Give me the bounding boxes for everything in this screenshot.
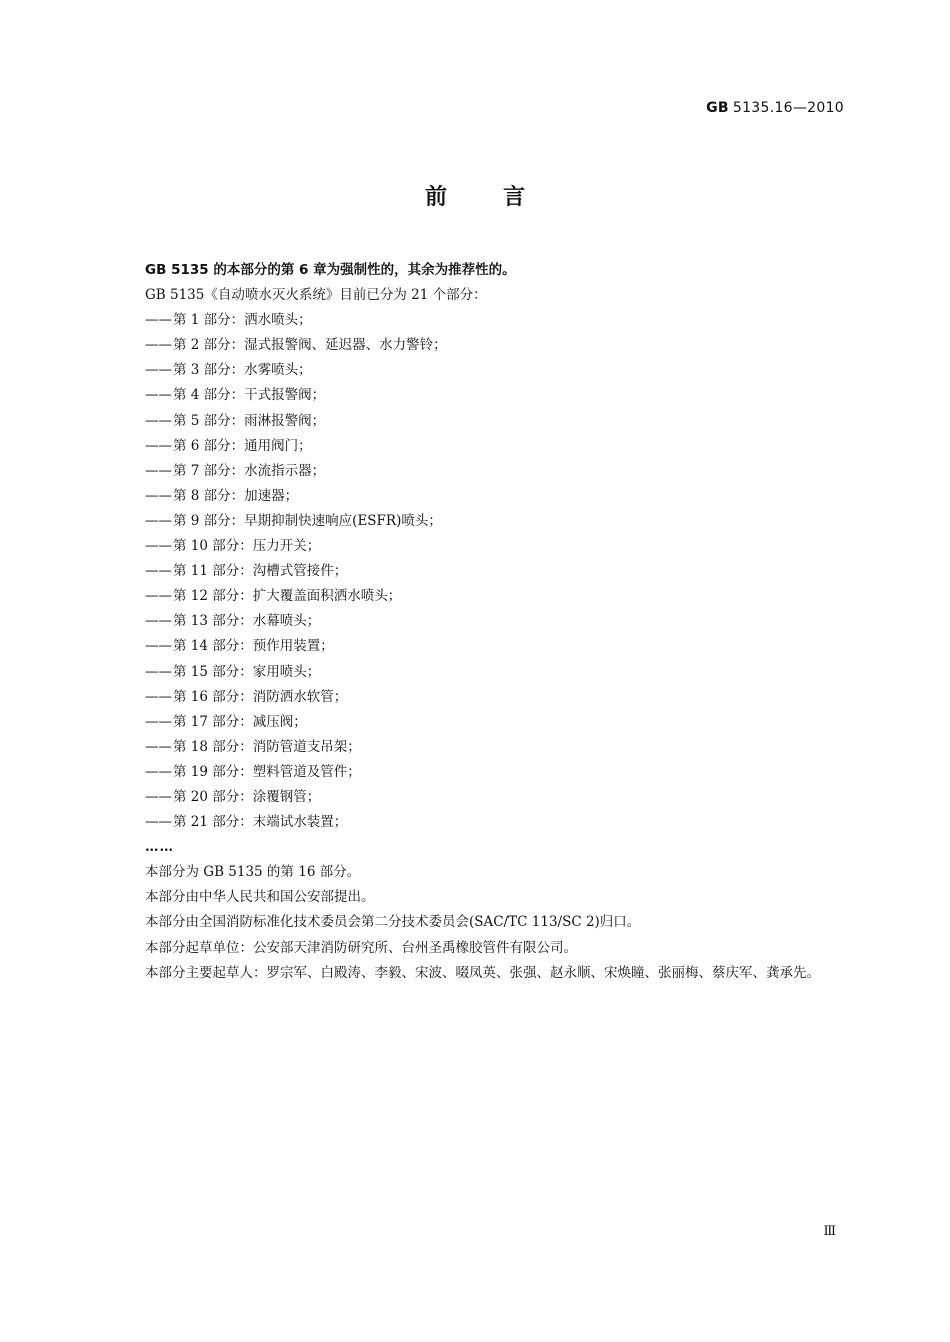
list-item [107,534,847,559]
dash-mark: —— [145,337,172,354]
parts-list [107,308,847,835]
series-intro: GB 5135《自动喷水灭火系统》目前已分为 21 个部分： [145,287,487,304]
part-text: 第 12 部分：扩大覆盖面积洒水喷头； [173,588,402,605]
list-item [107,810,847,835]
dash-mark: —— [145,462,172,479]
dash-mark: —— [145,763,172,780]
list-item [107,584,847,609]
page-number: Ⅲ [823,1224,835,1239]
part-text: 第 21 部分：末端试水装置； [173,814,348,831]
standard-code: 5135.16—2010 [732,100,844,116]
list-item [107,735,847,760]
list-item [107,685,847,710]
part-text: 第 10 部分：压力开关； [173,538,321,555]
dash-mark: —— [145,512,172,529]
part-text: 第 13 部分：水幕喷头； [173,613,321,630]
proposed-by: 本部分由中华人民共和国公安部提出。 [145,889,375,906]
part-text: 第 17 部分：减压阀； [173,713,307,730]
part-text: 第 16 部分：消防洒水软管； [173,688,348,705]
list-item [107,308,847,333]
part-text: 第 5 部分：雨淋报警阀； [173,412,326,429]
dash-mark: —— [145,814,172,831]
dash-mark: —— [145,387,172,404]
list-item [107,358,847,383]
part-text: 第 9 部分：早期抑制快速响应(ESFR)喷头； [173,512,442,529]
dash-mark: —— [145,588,172,605]
drafters: 本部分主要起草人：罗宗军、白殿涛、李毅、宋波、啜凤英、张强、赵永顺、宋焕瞳、张丽梅、蔡庆军、龚承先。 [145,964,820,981]
list-item [107,509,847,534]
list-item [107,459,847,484]
list-item [107,434,847,459]
foreword-body [107,258,847,986]
centralized-by: 本部分由全国消防标准化技术委员会第二分技术委员会(SAC/TC 113/SC 2)归口。 [145,914,641,931]
part-text: 第 11 部分：沟槽式管接件； [173,563,348,580]
dash-mark: —— [145,412,172,429]
part-text: 第 14 部分：预作用装置； [173,638,334,655]
page-title: 前言 [424,185,581,210]
dash-mark: —— [145,788,172,805]
list-item [107,484,847,509]
list-item [107,609,847,634]
part-text: 第 18 部分：消防管道支吊架； [173,738,361,755]
ellipsis: …… [145,839,174,856]
part-of-statement: 本部分为 GB 5135 的第 16 部分。 [145,864,361,881]
dash-mark: —— [145,613,172,630]
standard-prefix: GB [706,100,729,116]
list-item [107,785,847,810]
part-text: 第 1 部分：洒水喷头； [173,312,312,329]
part-text: 第 2 部分：湿式报警阀、延迟器、水力警铃； [173,337,447,354]
list-item [107,383,847,408]
dash-mark: —— [145,538,172,555]
standard-number [706,100,844,116]
part-text: 第 3 部分：水雾喷头； [173,362,312,379]
dash-mark: —— [145,437,172,454]
part-text: 第 4 部分：干式报警阀； [173,387,326,404]
part-text: 第 6 部分：通用阀门； [173,437,312,454]
dash-mark: —— [145,638,172,655]
list-item [107,333,847,358]
drafting-units: 本部分起草单位：公安部天津消防研究所、台州圣禹橡胶管件有限公司。 [145,939,577,956]
dash-mark: —— [145,663,172,680]
dash-mark: —— [145,738,172,755]
part-text: 第 15 部分：家用喷头； [173,663,321,680]
mandatory-note: GB 5135 的本部分的第 6 章为强制性的，其余为推荐性的。 [145,262,516,278]
part-text: 第 20 部分：涂覆钢管； [173,788,321,805]
dash-mark: —— [145,312,172,329]
dash-mark: —— [145,713,172,730]
dash-mark: —— [145,487,172,504]
dash-mark: —— [145,362,172,379]
list-item [107,409,847,434]
part-text: 第 7 部分：水流指示器； [173,462,326,479]
part-text: 第 8 部分：加速器； [173,487,299,504]
dash-mark: —— [145,688,172,705]
part-text: 第 19 部分：塑料管道及管件； [173,763,361,780]
list-item [107,660,847,685]
list-item [107,634,847,659]
list-item [107,710,847,735]
list-item [107,760,847,785]
list-item [107,559,847,584]
dash-mark: —— [145,563,172,580]
